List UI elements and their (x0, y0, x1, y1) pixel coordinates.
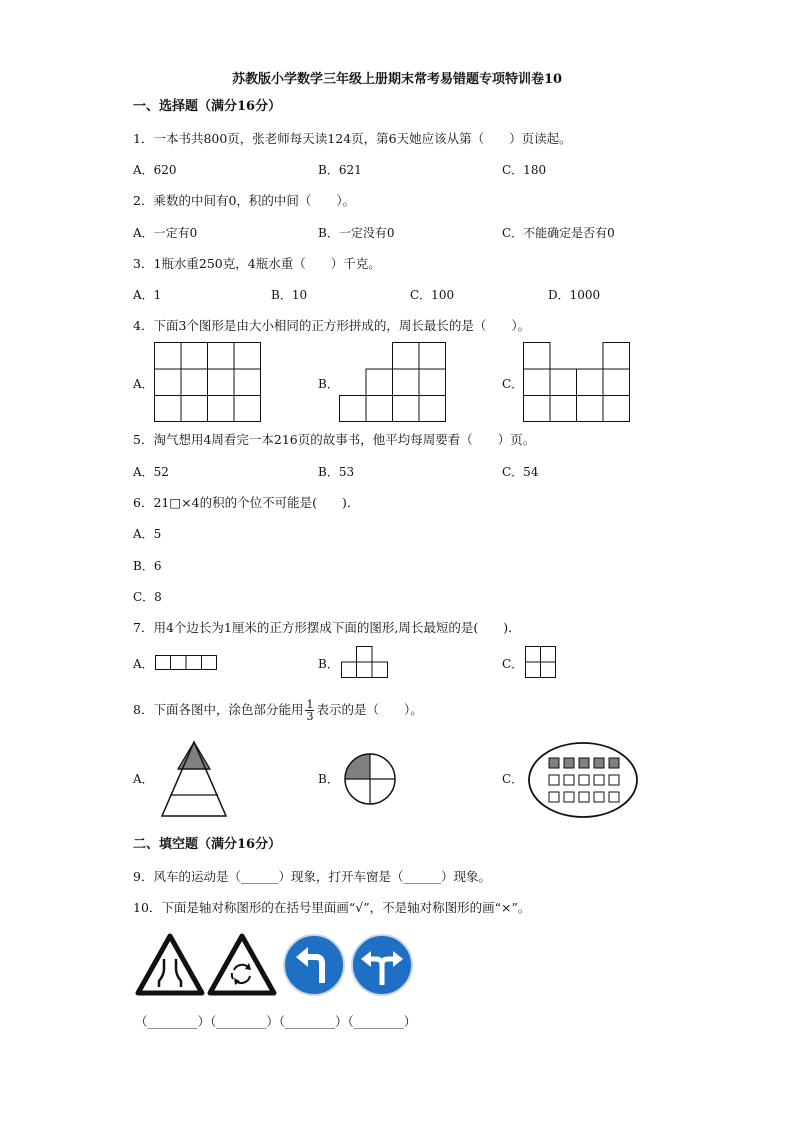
q4-figure-a (154, 342, 262, 423)
q2-option-b: B．一定没有0 (318, 226, 395, 240)
q4-option-c: C． (502, 377, 524, 391)
q7-option-a: A． (133, 657, 154, 671)
question-9: 9．风车的运动是（______）现象，打开车窗是（______）现象。 (133, 869, 491, 884)
question-1: 1．一本书共800页，张老师每天读124页，第6天她应该从第（ ）页读起。 (133, 131, 572, 146)
q8-option-a: A． (133, 772, 154, 786)
q8-figure-b-circle (343, 752, 397, 806)
q8-option-b: B． (318, 772, 339, 786)
question-7: 7．用4个边长为1厘米的正方形摆成下面的图形,周长最短的是( )． (133, 620, 521, 635)
q8-figure-c-squares (527, 740, 639, 820)
sign-turn-left-icon (282, 933, 346, 997)
q2-option-c: C．不能确定是否有0 (502, 226, 615, 240)
q8-text-before: 8．下面各图中，涂色部分能用 (133, 702, 304, 717)
q3-option-a: A．1 (133, 288, 162, 302)
fraction-numerator: 1 (306, 698, 314, 711)
q8-option-c: C． (502, 772, 524, 786)
q4-option-b: B． (318, 377, 339, 391)
q8-text-after: 表示的是（ ）。 (316, 702, 423, 717)
fraction-denominator: 3 (306, 710, 314, 723)
question-8 (133, 698, 423, 722)
q7-figure-c (525, 646, 557, 679)
question-3: 3．1瓶水重250克，4瓶水重（ ）千克。 (133, 256, 381, 271)
q5-option-b: B．53 (318, 465, 355, 479)
q7-option-c: C． (502, 657, 524, 671)
q7-figure-b (341, 646, 389, 679)
sign-left-or-right-icon (350, 933, 414, 997)
q6-option-a: A．5 (133, 527, 162, 541)
fraction-one-third (305, 699, 314, 722)
q4-figure-b (339, 342, 447, 423)
q1-option-b: B．621 (318, 163, 362, 177)
q6-option-c: C．8 (133, 590, 162, 604)
q3-option-d: D．1000 (548, 288, 601, 302)
question-5: 5．淘气想用4周看完一本216页的故事书，他平均每周要看（ ）页。 (133, 432, 536, 447)
q7-option-b: B． (318, 657, 339, 671)
q2-option-a: A．一定有0 (133, 226, 198, 240)
question-4: 4．下面3个图形是由大小相同的正方形拼成的，周长最长的是（ ）。 (133, 318, 531, 333)
q1-option-c: C．180 (502, 163, 547, 177)
question-10: 10．下面是轴对称图形的在括号里面画“√”，不是轴对称图形的画“×”。 (133, 900, 531, 915)
q8-figure-a-triangle (160, 740, 228, 818)
sign-roundabout-icon (207, 933, 277, 997)
q1-option-a: A．620 (133, 163, 177, 177)
q5-option-c: C．54 (502, 465, 539, 479)
section-heading-choice: 一、选择题（满分16分） (133, 99, 282, 114)
q4-option-a: A． (133, 377, 154, 391)
sign-narrow-road-icon (135, 933, 205, 997)
q3-option-c: C．100 (410, 288, 455, 302)
question-6: 6．21□×4的积的个位不可能是( )． (133, 495, 360, 510)
q4-figure-c (523, 342, 631, 423)
q10-answer-blanks: （________）（________）（________）（________） (135, 1014, 417, 1029)
question-2: 2．乘数的中间有0，积的中间（ ）。 (133, 193, 356, 208)
q3-option-b: B．10 (271, 288, 308, 302)
q6-option-b: B．6 (133, 559, 162, 573)
page-title: 苏教版小学数学三年级上册期末常考易错题专项特训卷10 (231, 72, 563, 87)
q5-option-a: A．52 (133, 465, 169, 479)
section-heading-fill-in: 二、填空题（满分16分） (133, 837, 282, 852)
q7-figure-a (155, 655, 218, 671)
